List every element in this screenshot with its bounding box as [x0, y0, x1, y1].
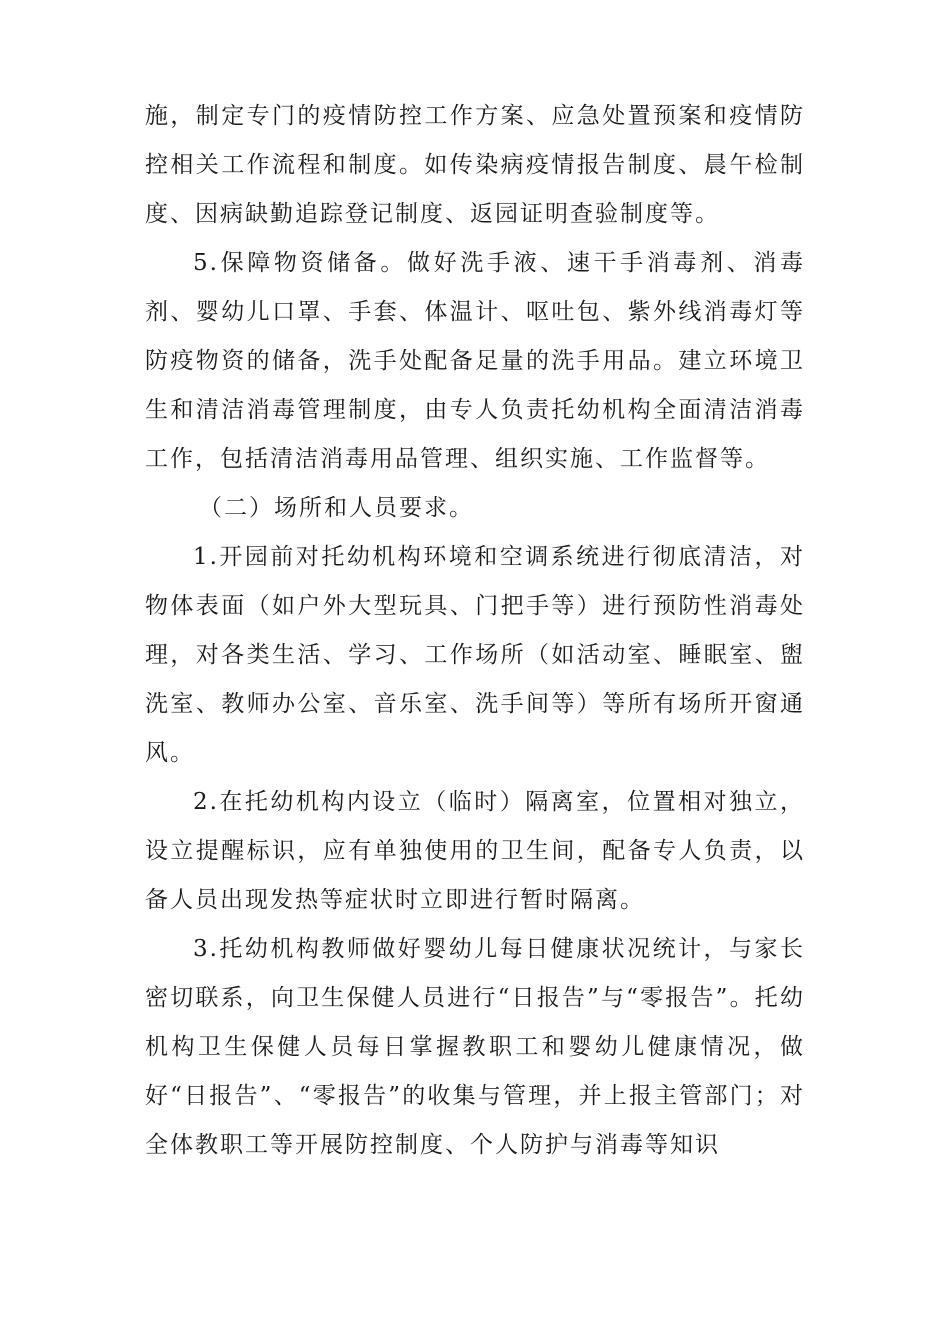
paragraph-item-2: 2.在托幼机构内设立（临时）隔离室，位置相对独立，设立提醒标识，应有单独使用的卫生间，配备专人负责，以备人员出现发热等症状时立即进行暂时隔离。 — [145, 789, 805, 913]
document-body — [145, 92, 805, 1170]
paragraph-item-5: 5.保障物资储备。做好洗手液、速干手消毒剂、消毒剂、婴幼儿口罩、手套、体温计、呕吐包、紫外线消毒灯等防疫物资的储备，洗手处配备足量的洗手用品。建立环境卫生和清洁消毒管理制度，由专人负责托幼机构全面清洁消毒工作，包括清洁消毒用品管理、组织实施、工作监督等。 — [145, 250, 805, 472]
paragraph-item-1: 1.开园前对托幼机构环境和空调系统进行彻底清洁，对物体表面（如户外大型玩具、门把手等）进行预防性消毒处理，对各类生活、学习、工作场所（如活动室、睡眠室、盥洗室、教师办公室、音乐室、洗手间等）等所有场所开窗通风。 — [145, 544, 805, 766]
paragraph-item-3: 3.托幼机构教师做好婴幼儿每日健康状况统计，与家长密切联系，向卫生保健人员进行“日报告”与“零报告”。托幼机构卫生保健人员每日掌握教职工和婴幼儿健康情况，做好“日报告”、“零报告”的收集与管理，并上报主管部门；对全体教职工等开展防控制度、个人防护与消毒等知识 — [145, 936, 805, 1158]
paragraph-continuation: 施，制定专门的疫情防控工作方案、应急处置预案和疫情防控相关工作流程和制度。如传染病疫情报告制度、晨午检制度、因病缺勤追踪登记制度、返园证明查验制度等。 — [145, 103, 805, 227]
section-heading: （二）场所和人员要求。 — [199, 495, 474, 521]
